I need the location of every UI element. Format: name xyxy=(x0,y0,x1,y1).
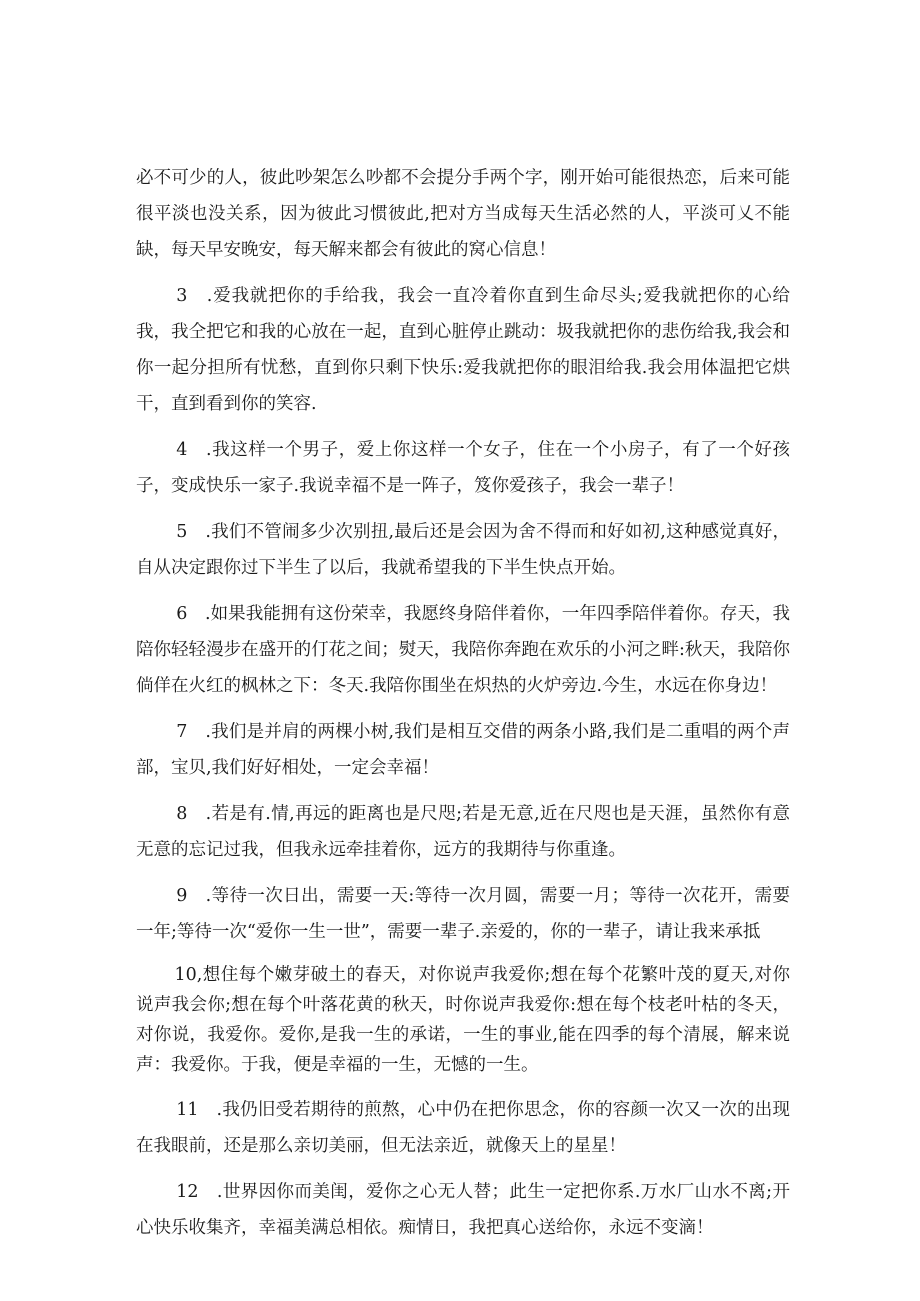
paragraph-item-9: 9 .等待一次日出，需要一天:等待一次月圆，需要一月；等待一次花开，需要一年;等待一次“爱你一生一世”，需要一辈子.亲爱的，你的一辈子，请让我来承抵 xyxy=(136,886,790,942)
paragraph-item-5: 5 .我们不管闹多少次别扭,最后还是会因为舍不得而和好如初,这种感觉真好，自从决定跟你过下半生了以后，我就希望我的下半生快点开始。 xyxy=(136,522,790,578)
paragraph-item-12: 12 .世界因你而美闺，爱你之心无人替；此生一定把你系.万水厂山水不离;开心快乐收集齐，幸福美满总相依。痴情日，我把真心送给你，永远不变滴！ xyxy=(136,1182,790,1238)
paragraph-item-8: 8 .若是有.情,再远的距离也是尺咫;若是无意,近在尺咫也是天涯，虽然你有意无意的忘记过我，但我永远牵挂着你，远方的我期待与你重逢。 xyxy=(136,804,790,860)
paragraph-item-3: 3 .爱我就把你的手给我，我会一直冷着你直到生命尽头;爱我就把你的心给我，我仝把它和我的心放在一起，直到心脏停止跳动：圾我就把你的悲伤给我,我会和你一起分担所有忧愁，直到你只剩下快乐:爱我就把你的眼泪给我.我会用体温把它烘干，直到看到你的笑容. xyxy=(136,286,790,414)
paragraph-item-11: 11 .我仍旧受若期待的煎熬，心中仍在把你思念，你的容颜一次又一次的出现在我眼前，还是那么亲切美丽，但无法亲近，就像天上的星星！ xyxy=(136,1100,790,1156)
paragraph-item-4: 4 .我这样一个男子，爱上你这样一个女子，住在一个小房子，有了一个好孩子，变成快乐一家子.我说幸福不是一阵子，笈你爱孩子，我会一辈子！ xyxy=(136,440,790,496)
paragraph-item-6: 6 .如果我能拥有这份荣幸，我愿终身陪伴着你，一年四季陪伴着你。存天，我陪你轻轻漫步在盛开的仃花之间；熨天，我陪你奔跑在欢乐的小河之畔:秋天，我陪你倘佯在火红的枫林之下：冬天.我陪你围坐在炽热的火炉旁边.今生，水远在你身边！ xyxy=(136,604,790,696)
paragraph-item-7: 7 .我们是并肩的两棵小树,我们是相互交借的两条小路,我们是二重唱的两个声部，宝贝,我们好好相处，一定会幸福！ xyxy=(136,722,790,778)
document-body xyxy=(136,160,790,1256)
paragraph-item-10: 10,想住每个嫩芽破土的春天，对你说声我爱你;想在每个花繁叶茂的夏天,对你说声我会你;想在每个叶落花黄的秋天，时你说声我爱你:想在每个枝老叶枯的冬天，对你说，我爱你。爱你,是我一生的承诺，一生的事业,能在四季的每个清展，解来说声：我爱你。于我，便是幸福的一生，无憾的一生。 xyxy=(136,965,790,1075)
paragraph-continuation: 必不可少的人，彼此吵架怎么吵都不会提分手两个字，刚开始可能很热恋，后来可能很平淡也没关系，因为彼此习惯彼此,把对方当成每天生活必然的人，平淡可乂不能缺，每天早安晚安，每天解来都会有彼此的窝心信息！ xyxy=(136,168,790,260)
